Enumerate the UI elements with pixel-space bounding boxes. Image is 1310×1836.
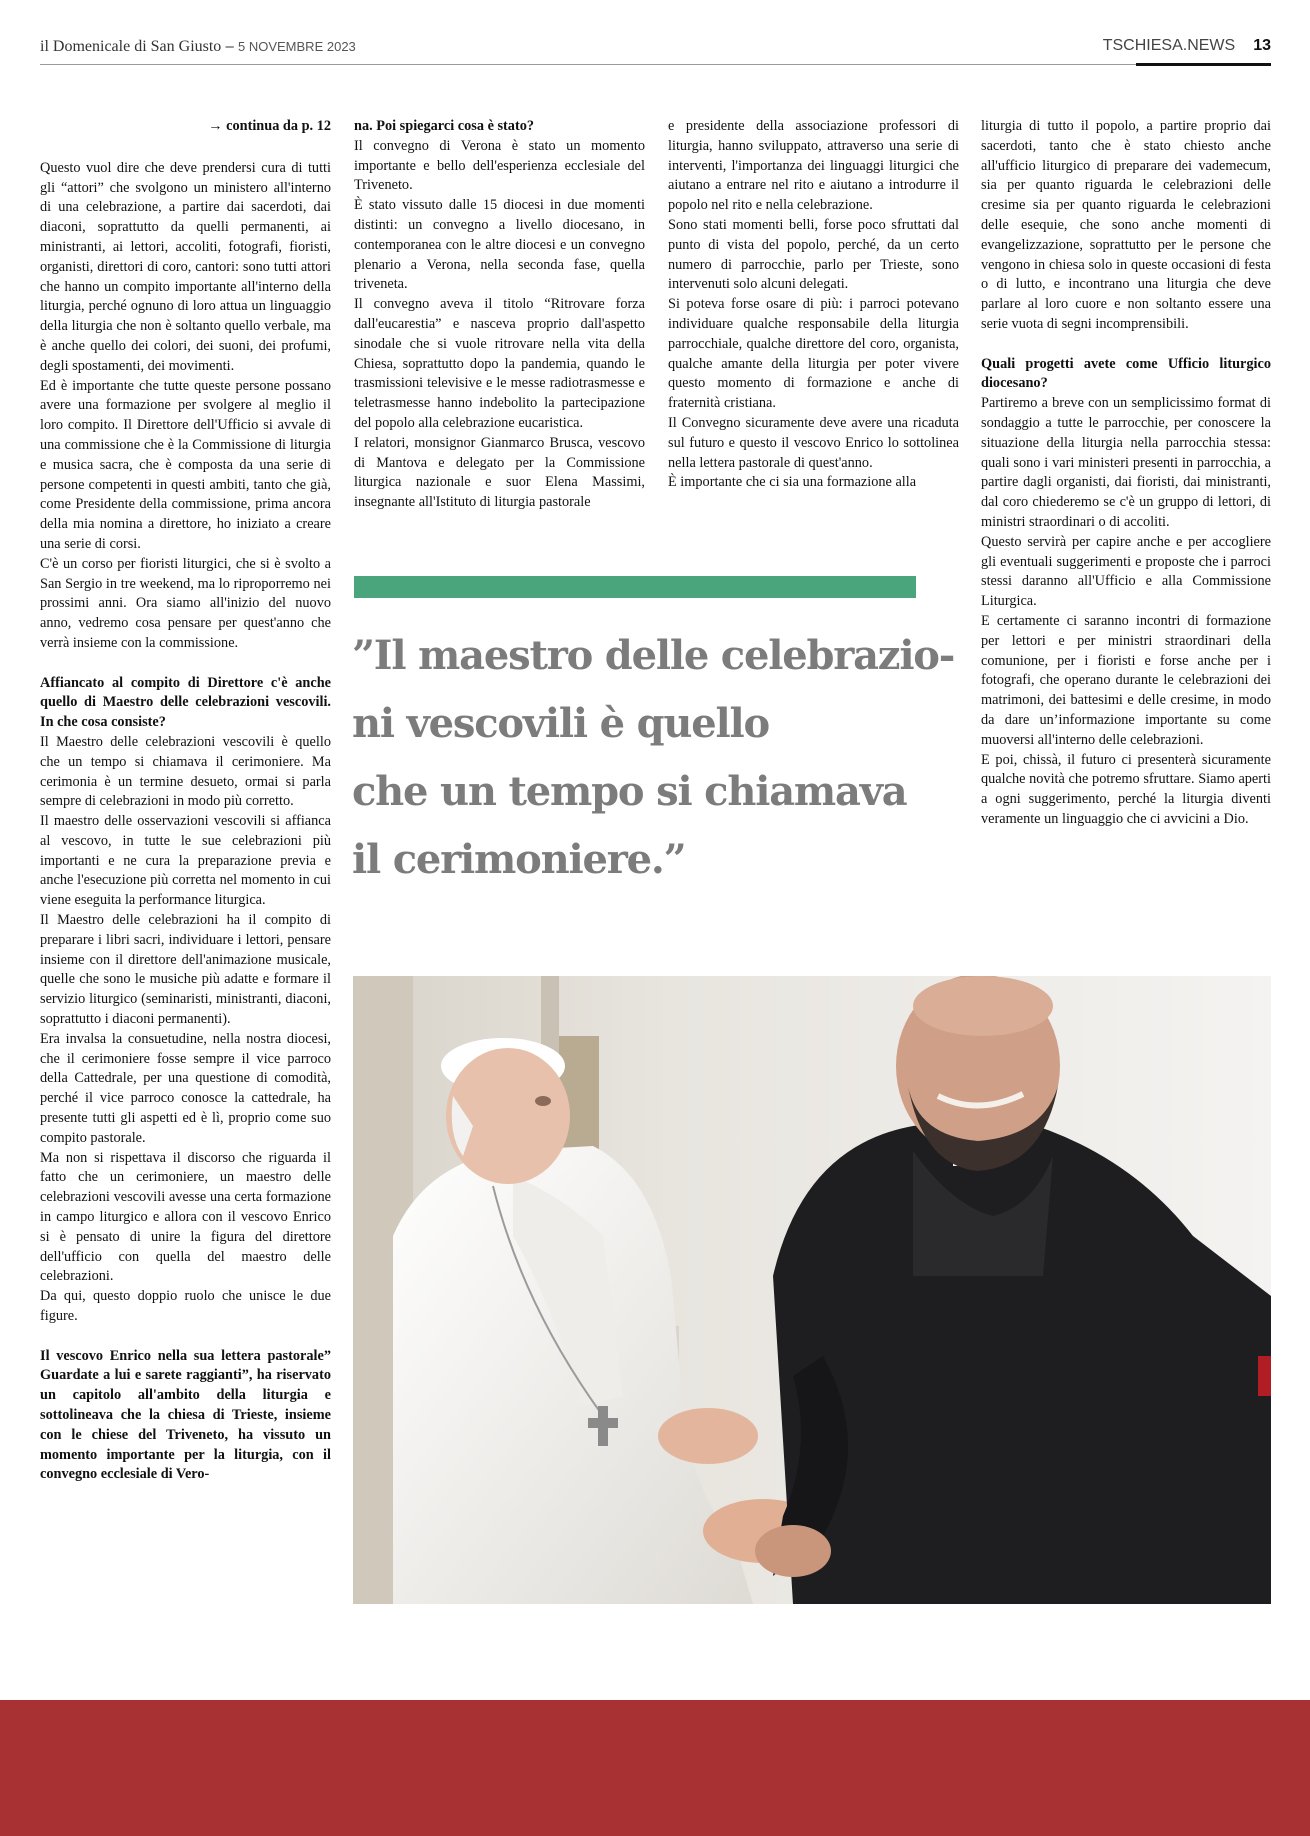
pull-quote-line: che un tempo si chiamava	[352, 768, 907, 815]
paragraph: Sono stati momenti belli, forse poco sfruttati dal punto di vista del popolo, perché, da un certo numero di parrocchie, parlo per Trieste, sono intervenuti solo alcuni delegati.	[668, 216, 959, 293]
page-number: 13	[1253, 37, 1271, 54]
paragraph: E poi, chissà, il futuro ci presenterà sicuramente qualche novità che potremo sfruttare. Siamo aperti a ogni suggerimento, perché la liturgia diventi veramente un linguaggio che ci avvicini a Dio.	[981, 751, 1271, 827]
page-header	[40, 36, 1271, 65]
header-right	[1103, 37, 1271, 55]
interview-question-continued: na. Poi spiegarci cosa è stato?	[354, 118, 535, 134]
paragraph: Partiremo a breve con un semplicissimo format di sondaggio a tutte le parrocchie, per conoscere la situazione della liturgia nella parrocchia stessa: quali sono i vari ministeri presenti in parrocchia, a partire dagli organisti, dai fioristi, dai ministranti, dal coro chiederemo se c'è un gruppo di lettori, di ministri straordinari o di accoliti.	[981, 395, 1271, 530]
paragraph: È importante che ci sia una formazione alla	[668, 474, 917, 491]
interview-question: Affiancato al compito di Direttore c'è anche quello di Maestro delle celebrazioni vescovili. In che cosa consiste?	[40, 674, 331, 731]
paragraph: Questo vuol dire che deve prendersi cura di tutti gli “attori” che svolgono un ministero all'interno di una celebrazione, a partire dai sacerdoti, dai diaconi, soprattutto da quelli permanenti, ai ministranti, ai lettori, accoliti, fotografi, fioristi, organisti, direttori di coro, cantori: sono tutti attori che hanno un compito importante all'interno della liturgia, perché ognuno di loro attua un linguaggio della liturgia che non è soltanto quello verbale, ma è anche quello dei colori, dei suoni, dei profumi, degli spostamenti, dei movimenti.	[40, 159, 331, 374]
accent-bar	[354, 576, 916, 598]
pull-quote-line: ”Il maestro delle celebrazio-	[352, 632, 955, 679]
article-column-3	[668, 117, 959, 493]
paragraph: Il convegno di Verona è stato un momento importante e bello dell'esperienza ecclesiale del Triveneto.	[354, 137, 645, 194]
footer-band	[0, 1700, 1310, 1836]
paragraph: Il convegno aveva il titolo “Ritrovare forza dall'eucarestia” e nasceva proprio dall'aspetto sinodale che si vuole ritrovare nella vita della Chiesa, soprattutto dopo la pandemia, quando le trasmissioni televisive e le messe radiotrasmesse e teletrasmesse hanno indebolito la partecipazione del popolo alla celebrazione eucaristica.	[354, 296, 645, 431]
article-column-1	[40, 117, 331, 1485]
article-column-2	[354, 117, 645, 513]
site-name: TSCHIESA.NEWS	[1102, 37, 1236, 54]
paragraph: Il Maestro delle celebrazioni ha il compito di preparare i libri sacri, individuare i lettori, pensare insieme con il direttore dell'animazione musicale, quelle che sono le musiche più adatte e formare il servizio liturgico (seminaristi, ministranti, diaconi, soprattutto i diaconi permanenti).	[40, 912, 331, 1028]
paragraph: Questo servirà per capire anche e per accogliere gli eventuali suggerimenti e proposte che i parroci stessi daranno all'Ufficio e alla Commissione Liturgica.	[981, 533, 1271, 610]
paragraph: È stato vissuto dalle 15 diocesi in due momenti distinti: un convegno a livello diocesano, in contemporanea con le altre diocesi e un convegno plenario a Verona, nella seconda fase, quella triveneta.	[354, 197, 645, 293]
pull-quote-line: il cerimoniere.”	[352, 836, 686, 883]
pull-quote-line: ni vescovili è quello	[352, 700, 769, 747]
paragraph: Il Convegno sicuramente deve avere una ricaduta sul futuro e questo il vescovo Enrico lo sottolinea nella lettera pastorale di quest'anno.	[668, 414, 959, 471]
page-number-underline	[1136, 63, 1271, 66]
paragraph-continued: e presidente della associazione professori di liturgia, hanno sviluppato, attraverso una serie di interventi, l'importanza dei linguaggi liturgici che aiutano a entrare nel rito e aiutano a introdurre il popolo nel rito e nella celebrazione.	[668, 118, 959, 214]
paragraph: Ma non si rispettava il discorso che riguarda il fatto che un cerimoniere, un maestro delle celebrazioni vescovili avesse una certa formazione in campo liturgico e allora con il vescovo Enrico si è pensato di unire la figura del direttore dell'ufficio con quella del maestro delle celebrazioni.	[40, 1149, 331, 1285]
paragraph: Era invalsa la consuetudine, nella nostra diocesi, che il cerimoniere fosse sempre il vice parroco della Cattedrale, per una questione di comodità, perché il vice parroco conosce la cattedrale, ha presente tutti gli aspetti ed è lì, proprio come suo compito pastorale.	[40, 1030, 331, 1146]
paragraph: E certamente ci saranno incontri di formazione per lettori e per ministri straordinari della comunione, per i fioristi e forse anche per i fotografi, che operano durante le celebrazioni dei matrimoni, dei battesimi e delle cresime, in modo da dare un’informazione importante su come muoversi all'interno delle celebrazioni.	[981, 612, 1271, 748]
paragraph: Ed è importante che tutte queste persone possano avere una formazione per svolgere al meglio il loro compito. Il Direttore dell'Ufficio si avvale di una commissione che è la Commissione di liturgia e musica sacra, che è composta da una serie di persone competenti in questi ambiti, tanto che già, come Presidente della commissione, prima ancora della mia nomina a direttore, ho iniziato a creare una serie di corsi.	[40, 377, 331, 552]
paragraph: Il Maestro delle celebrazioni vescovili è quello che un tempo si chiamava il cerimoniere. Ma cerimonia è un termine desueto, ormai si parla sempre di celebrazioni in modo più corretto.	[40, 733, 331, 810]
issue-date: 5 NOVEMBRE 2023	[238, 39, 356, 54]
paragraph: I relatori, monsignor Gianmarco Brusca, vescovo di Mantova e delegato per la Commissione liturgica nazionale e suor Elena Massimi, insegnante all'Istituto di liturgia pastorale	[354, 434, 645, 511]
pull-quote	[352, 622, 955, 894]
paragraph: Il maestro delle osservazioni vescovili si affianca al vescovo, in tutte le sue celebrazioni più importanti e ne cura la preparazione previa e anche l'esecuzione più corretta nel momento in cui viene eseguita la performance liturgica.	[40, 813, 331, 909]
header-left	[40, 38, 356, 56]
article-photo	[353, 976, 1271, 1604]
publication-name: il Domenicale di San Giusto	[40, 38, 222, 55]
article-column-4	[981, 117, 1271, 830]
header-separator: –	[221, 38, 238, 55]
photo-illustration	[353, 976, 1271, 1604]
interview-question: Quali progetti avete come Ufficio liturgico diocesano?	[981, 355, 1271, 392]
continued-from-link[interactable]: → continua da p. 12	[208, 118, 331, 134]
paragraph: Si poteva forse osare di più: i parroci potevano individuare qualche responsabile della liturgia parrocchiale, qualche direttore del coro, organista, qualche amante della liturgia per poter vivere questo momento di formazione e anche di fraternità cristiana.	[668, 296, 959, 412]
interview-question: Il vescovo Enrico nella sua lettera pastorale” Guardate a lui e sarete raggianti”, ha riservato un capitolo all'ambito della liturgia e sottolineava che la chiesa di Trieste, insieme con le chiese del Triveneto, ha vissuto un momento importante per la liturgia, con il convegno ecclesiale di Vero-	[40, 1347, 331, 1483]
paragraph-continued: liturgia di tutto il popolo, a partire proprio dai sacerdoti, tanto che è stato chiesto anche all'ufficio liturgico di preparare dei vademecum, sia per quanto riguarda le celebrazioni delle cresime sia per quanto riguarda le celebrazioni delle esequie, che sono anche momenti di evangelizzazione, soprattutto per le persone che vengono in chiesa solo in queste occasioni di festa o di lutto, e incontrano una liturgia che deve parlare al loro cuore e non soltanto essere una serie vuota di segni incomprensibili.	[981, 118, 1271, 332]
paragraph: Da qui, questo doppio ruolo che unisce le due figure.	[40, 1288, 331, 1325]
paragraph: C'è un corso per fioristi liturgici, che si è svolto a San Sergio in tre weekend, ma lo riproporremo nei prossimi anni. Ora siamo all'inizio del nuovo anno, vedremo cosa pensare per quest'anno che verrà insieme con la commissione.	[40, 555, 331, 651]
